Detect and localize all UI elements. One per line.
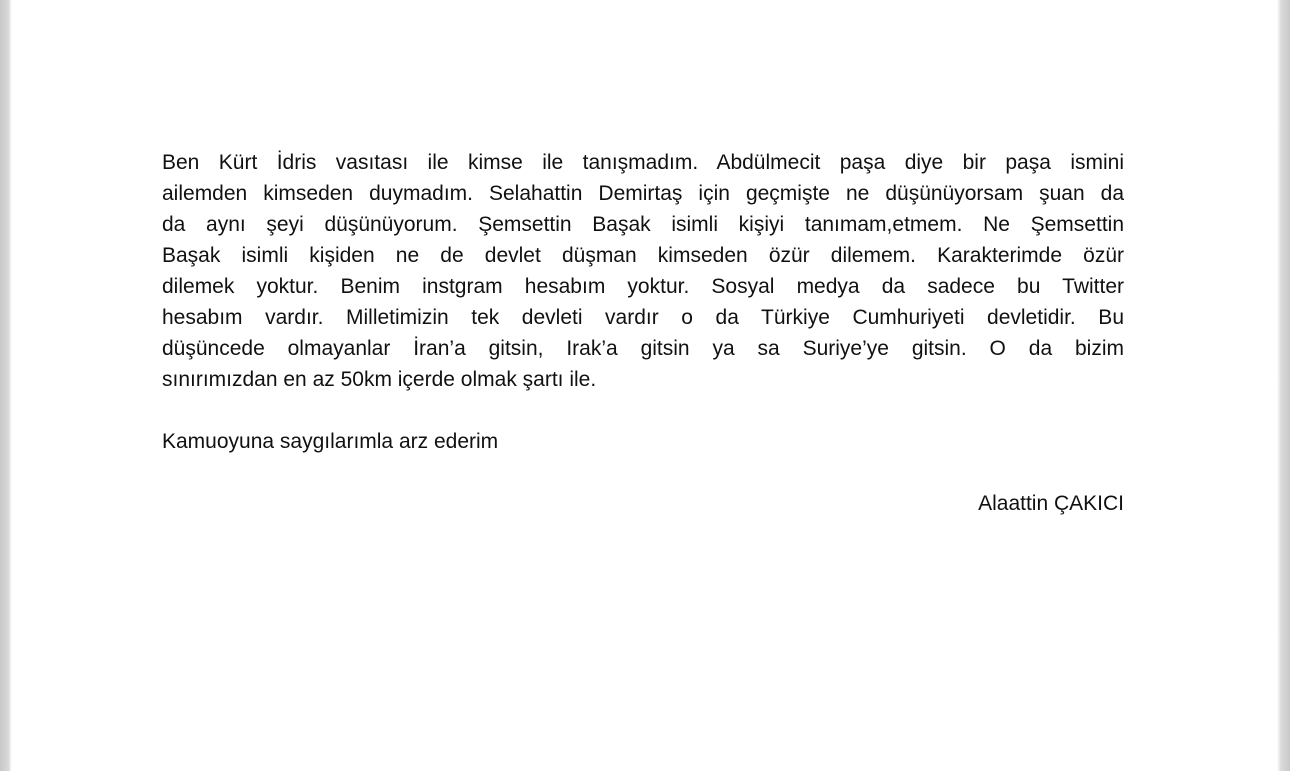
paragraph-line: hesabım vardır. Milletimizin tek devleti vardır o da Türkiye Cumhuriyeti devletidir. Bu: [162, 306, 1124, 329]
paragraph-line: düşüncede olmayanlar İran’a gitsin, Irak’a gitsin ya sa Suriye’ye gitsin. O da bizim: [162, 337, 1124, 360]
statement-paragraph: [162, 147, 1124, 395]
paragraph-line: Başak isimli kişiden ne de devlet düşman kimseden özür dilemem. Karakterimde özür: [162, 244, 1124, 267]
paragraph-line: sınırımızdan en az 50km içerde olmak şartı ile.: [162, 368, 597, 391]
closing-line: Kamuoyuna saygılarımla arz ederim: [162, 430, 499, 453]
paragraph-line: dilemek yoktur. Benim instgram hesabım yoktur. Sosyal medya da sadece bu Twitter: [162, 275, 1124, 298]
paragraph-line: da aynı şeyi düşünüyorum. Şemsettin Başak isimli kişiyi tanımam,etmem. Ne Şemsettin: [162, 213, 1124, 236]
paragraph-line: Ben Kürt İdris vasıtası ile kimse ile tanışmadım. Abdülmecit paşa diye bir paşa ismini: [162, 151, 1124, 174]
paragraph-line: ailemden kimseden duymadım. Selahattin Demirtaş için geçmişte ne düşünüyorsam şuan da: [162, 182, 1124, 205]
signature: Alaattin ÇAKICI: [978, 492, 1124, 515]
